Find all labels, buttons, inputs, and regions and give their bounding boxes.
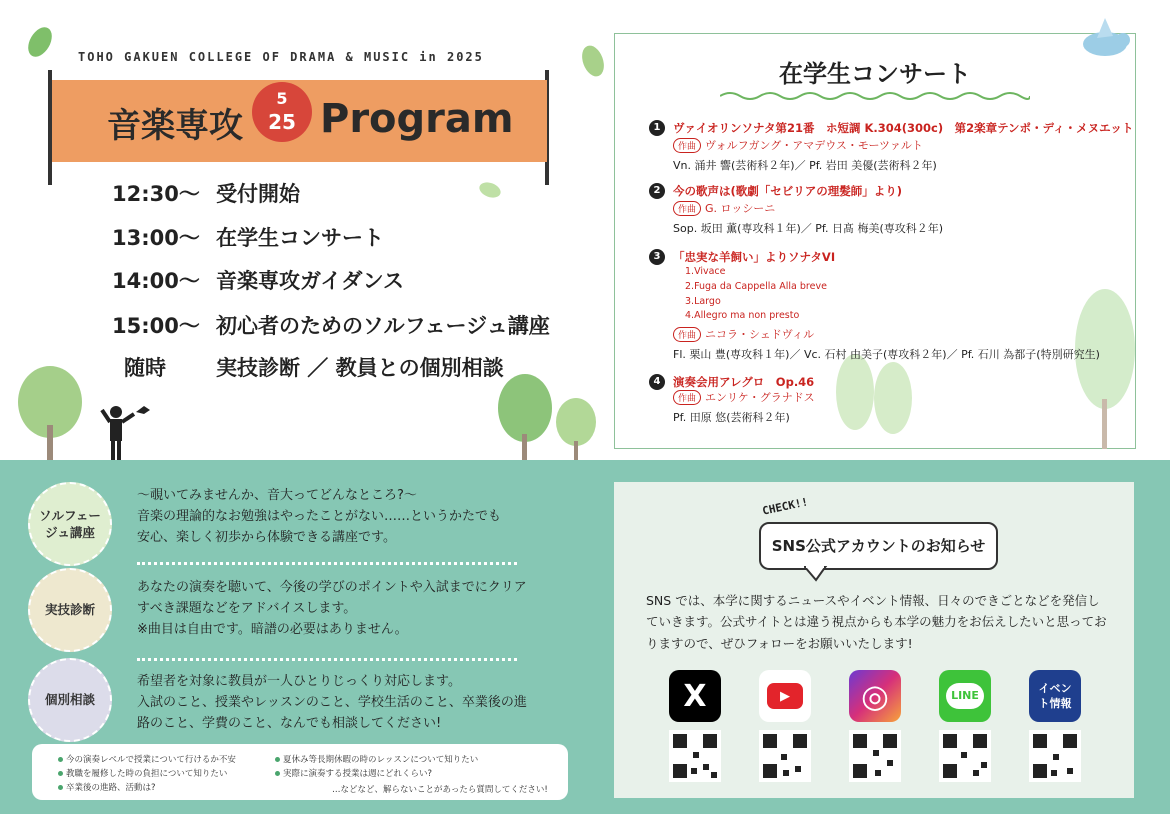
college-subtitle: TOHO GAKUEN COLLEGE OF DRAMA & MUSIC in 2025 xyxy=(78,50,484,64)
schedule-row xyxy=(112,222,384,252)
piece-movement: 3.Largo xyxy=(685,296,721,307)
composer-tag: 作曲 xyxy=(673,201,701,216)
date-month: 5 xyxy=(276,89,288,108)
faq-item: 実際に演奏する授業は週にどれくらい? xyxy=(275,767,432,779)
piece-movement: 2.Fuga da Cappella Alla breve xyxy=(685,281,827,292)
concert-piece xyxy=(649,374,1119,424)
piece-title: 演奏会用アレグロ Op.46 xyxy=(673,375,815,389)
banner-title: 音楽専攻 xyxy=(107,106,243,146)
piece-title: ヴァイオリンソナタ第21番 ホ短調 K.304(300c) 第2楽章テンポ・ディ・メヌエット xyxy=(673,121,1134,135)
banner-program: Program xyxy=(320,96,514,142)
concert-piece xyxy=(649,183,1119,233)
date-badge xyxy=(252,82,312,142)
tree-icon xyxy=(15,365,85,461)
schedule-time: 随時 xyxy=(124,356,166,380)
tree-icon xyxy=(495,374,555,462)
event-badge xyxy=(28,482,112,566)
instagram-logo: ◎ xyxy=(861,677,889,715)
x-logo: X xyxy=(683,678,707,714)
concert-panel xyxy=(614,33,1136,449)
x-icon[interactable] xyxy=(669,670,721,722)
composer-tag: 作曲 xyxy=(673,138,701,153)
piece-number: 4 xyxy=(649,374,665,390)
qr-code-youtube[interactable] xyxy=(759,730,811,782)
youtube-logo xyxy=(767,683,803,709)
concert-piece xyxy=(649,120,1134,172)
event-name: 個別相談 xyxy=(44,692,95,708)
schedule-row xyxy=(112,310,550,340)
line-logo: LINE xyxy=(946,683,984,709)
qr-icon xyxy=(939,730,991,782)
dotted-divider xyxy=(137,658,517,661)
leaf-icon xyxy=(578,44,608,78)
sns-description: SNS では、本学に関するニュースやイベント情報、日々のできごとなどを発信していきます。公式サイトとは違う視点からも本学の魅力をお伝えしたいと思っておりますので、ぜひフォローをお願いいたします! xyxy=(646,593,1107,651)
qr-icon xyxy=(849,730,901,782)
schedule-label: 実技診断 ／ 教員との個別相談 xyxy=(216,356,504,380)
composer-tag: 作曲 xyxy=(673,390,701,405)
concert-piece xyxy=(649,249,1119,359)
schedule-time: 14:00〜 xyxy=(112,269,200,293)
event-info-icon[interactable] xyxy=(1029,670,1081,722)
date-day: 25 xyxy=(268,110,296,134)
schedule-label: 在学生コンサート xyxy=(216,226,384,250)
piece-composer xyxy=(673,326,814,342)
schedule-label: 音楽専攻ガイダンス xyxy=(216,269,404,293)
qr-code-event[interactable] xyxy=(1029,730,1081,782)
faq-item: 夏休み等長期休暇の時のレッスンについて知りたい xyxy=(275,753,478,765)
event-name: ソルフェージュ講座 xyxy=(39,507,101,540)
leaf-icon xyxy=(25,25,55,59)
event-description: 希望者を対象に教員が一人ひとりじっくり対応します。 入試のこと、授業やレッスンのこと、学校生活のこと、卒業後の進路のこと、学費のこと、なんでも相談してください! xyxy=(137,674,527,731)
piece-title: 今の歌声は(歌劇「セビリアの理髪師」より) xyxy=(673,184,903,198)
piece-movement: 4.Allegro ma non presto xyxy=(685,310,800,321)
composer-name: ニコラ・シェドヴィル xyxy=(705,328,815,341)
faq-item: 卒業後の進路、活動は? xyxy=(58,781,156,793)
qr-code-instagram[interactable] xyxy=(849,730,901,782)
event-description: 〜覗いてみませんか、音大ってどんなところ?〜 音楽の理論的なお勉強はやったことがない……というかたでも 安心、楽しく初歩から体験できる講座です。 xyxy=(137,488,502,545)
schedule-label: 初心者のためのソルフェージュ講座 xyxy=(216,314,550,338)
piece-number: 1 xyxy=(649,120,665,136)
event-info-label: イベント情報 xyxy=(1038,681,1072,710)
wave-divider xyxy=(720,90,1030,102)
piece-composer xyxy=(673,389,815,405)
piece-performers: Pf. 田原 悠(芸術科２年) xyxy=(673,411,790,424)
qr-icon xyxy=(759,730,811,782)
schedule-row xyxy=(112,178,300,208)
qr-icon xyxy=(1029,730,1081,782)
piece-performers: Vn. 涌井 響(芸術科２年)／ Pf. 岩田 美優(芸術科２年) xyxy=(673,159,937,172)
check-label: CHECK!! xyxy=(761,495,810,518)
event-badge xyxy=(28,658,112,742)
piece-composer xyxy=(673,200,775,216)
qr-code-line[interactable] xyxy=(939,730,991,782)
instagram-icon[interactable] xyxy=(849,670,901,722)
sns-panel xyxy=(614,482,1134,798)
tree-icon xyxy=(553,396,599,462)
schedule-time: 13:00〜 xyxy=(112,226,200,250)
faq-item: 教職を履修した時の負担について知りたい xyxy=(58,767,227,779)
qr-code-x[interactable] xyxy=(669,730,721,782)
piece-number: 2 xyxy=(649,183,665,199)
line-icon[interactable] xyxy=(939,670,991,722)
schedule-row xyxy=(112,265,404,295)
composer-name: エンリケ・グラナドス xyxy=(705,391,815,404)
composer-name: G. ロッシーニ xyxy=(705,202,776,215)
schedule-time: 12:30〜 xyxy=(112,182,200,206)
leaf-icon xyxy=(478,180,502,200)
faq-footer: …などなど、解らないことがあったら質問してください! xyxy=(332,785,548,795)
qr-icon xyxy=(669,730,721,782)
conductor-icon xyxy=(98,400,158,462)
faq-box xyxy=(32,744,568,800)
schedule-time: 15:00〜 xyxy=(112,314,200,338)
event-name: 実技診断 xyxy=(44,602,95,618)
piece-performers: Fl. 栗山 豊(専攻科１年)／ Vc. 石村 由美子(専攻科２年)／ Pf. 石川 為都子(特別研究生) xyxy=(673,348,1100,361)
piece-movement: 1.Vivace xyxy=(685,266,726,277)
youtube-icon[interactable] xyxy=(759,670,811,722)
composer-name: ヴォルフガング・アマデウス・モーツァルト xyxy=(705,139,923,152)
bubble-tail xyxy=(804,566,828,582)
event-description: あなたの演奏を聴いて、今後の学びのポイントや入試までにクリアすべき課題などをアドバイスします。 ※曲目は自由です。暗譜の必要はありません。 xyxy=(137,580,527,637)
schedule-row xyxy=(112,352,504,382)
dotted-divider xyxy=(137,562,517,565)
event-badge xyxy=(28,568,112,652)
sns-heading: SNS公式アカウントのお知らせ xyxy=(759,522,998,570)
concert-title: 在学生コンサート xyxy=(779,60,971,88)
piece-number: 3 xyxy=(649,249,665,265)
piece-title: 「忠実な羊飼い」よりソナタVI xyxy=(673,250,836,264)
piece-composer xyxy=(673,137,923,153)
youtube-play: ▶ xyxy=(780,688,790,704)
piece-performers: Sop. 坂田 薫(専攻科１年)／ Pf. 日髙 梅美(専攻科２年) xyxy=(673,222,944,235)
schedule-label: 受付開始 xyxy=(216,182,300,206)
faq-item: 今の演奏レベルで授業について行けるか不安 xyxy=(58,753,236,765)
composer-tag: 作曲 xyxy=(673,327,701,342)
